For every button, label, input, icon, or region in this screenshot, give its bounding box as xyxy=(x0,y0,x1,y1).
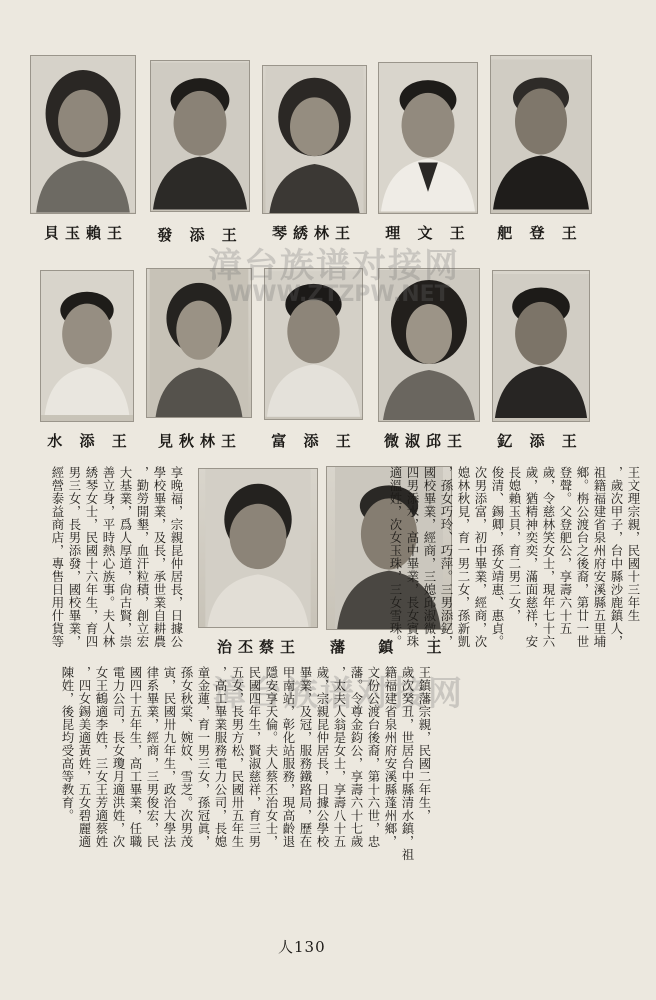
text-column: 童金蓮，育一男三女，孫冠眞， xyxy=(196,666,211,848)
text-column: 甲南站，彰化站服務，現高齡退 xyxy=(281,666,296,848)
portrait-photo xyxy=(262,65,367,214)
text-column: 登聲。父登舥公，享壽六十五 xyxy=(558,466,573,635)
portrait-man-icon xyxy=(491,56,591,213)
portrait-photo xyxy=(150,60,250,212)
text-column: 長媳賴玉貝，育二男二女， xyxy=(507,466,522,622)
watermark-text: 漳台族谱对接网 xyxy=(208,246,460,286)
portrait-photo xyxy=(30,55,136,214)
portrait-man-icon xyxy=(379,63,477,213)
photo-caption: 微淑邱王 xyxy=(383,432,468,450)
text-column: 歲次癸丑，世居台中縣清水鎮，祖 xyxy=(400,666,415,861)
text-column: 綉琴女士，民國十六年生，育四 xyxy=(84,466,99,648)
photo-caption: 見秋林王 xyxy=(157,432,242,450)
text-column: 隱安享天倫。夫人蔡丕治女士， xyxy=(264,666,279,848)
photo-caption: 富 添 王 xyxy=(271,432,357,450)
text-column: ，孫女巧玲、巧萍。三男添釔， xyxy=(439,466,454,648)
text-column: 四男添水，高中畢業，長女賓珠 xyxy=(405,466,420,648)
watermark-text: 漳台族谱对接网 xyxy=(212,674,464,714)
portrait-photo xyxy=(378,62,478,214)
text-column: 王鎮藩宗親，民國二年生， xyxy=(417,666,432,822)
text-column: 女王鶴適李姓，三女王芳適蔡姓 xyxy=(94,666,109,848)
text-column: 祖籍福建省泉州府安溪縣五里埔 xyxy=(592,466,607,648)
portrait-woman-icon xyxy=(31,56,135,213)
text-column: ，歲次甲子，台中縣沙鹿鎮人， xyxy=(609,466,624,648)
portrait-man-icon xyxy=(151,61,249,211)
text-column: 歲，猶精神奕奕，滿面慈祥，安 xyxy=(524,466,539,648)
text-column: ，勤勞開墾，血汗粒積，創立宏 xyxy=(135,466,150,648)
text-column: 俊清、錫卿，孫女靖惠、惠貞。 xyxy=(490,466,505,648)
text-column: 善立身，平時熱心族事。夫人林 xyxy=(101,466,116,648)
photo-caption: 舥 登 王 xyxy=(497,224,583,242)
photo-caption: 釔 添 王 xyxy=(497,432,583,450)
text-column: 適溫姓，次女玉珠，三女雪珠。 xyxy=(388,466,403,648)
portrait-man-icon xyxy=(493,271,589,421)
text-column: 學校畢業，及長，承世業自耕農 xyxy=(152,466,167,648)
photo-caption: 藩 鎮 王 xyxy=(330,638,456,656)
text-column: 籍福建省泉州府安溪縣蓬州鄉， xyxy=(383,666,398,848)
photo-caption: 水 添 王 xyxy=(47,432,133,450)
text-column: 媳林秋見，育一男二女，孫新凱 xyxy=(456,466,471,648)
text-column: ，高工畢業服務電力公司，長媳 xyxy=(213,666,228,848)
text-column: 電力公司，長女瓊月適洪姓，次 xyxy=(111,666,126,848)
portrait-woman-icon xyxy=(199,469,317,627)
text-column: 國四十五年生，高工畢業，任職 xyxy=(128,666,143,848)
text-column: ，四女錫美適黃姓，五女碧麗適 xyxy=(77,666,92,848)
text-column: 歲，宗親昆仲居長，日據公學校 xyxy=(315,666,330,848)
photo-caption: 發 添 王 xyxy=(157,226,243,244)
portrait-woman-icon xyxy=(263,66,366,213)
text-column: 民國四年生，賢淑慈祥，育三男 xyxy=(247,666,262,848)
text-column: 經營泰益商店，專售日用什貨等 xyxy=(50,466,65,648)
photo-caption: 琴綉林王 xyxy=(271,224,356,242)
text-column: 國校畢業，經商，三媳邱淑微， xyxy=(422,466,437,648)
text-column: 寅，民國卅九年生，政治大學法 xyxy=(162,666,177,848)
text-column: 陳姓，後昆均受高等教育。 xyxy=(60,666,75,822)
text-column: 王文理宗親，民國十三年生 xyxy=(626,466,641,622)
photo-caption: 治丕蔡王 xyxy=(216,638,301,656)
text-column: 五女，長男方松，民國卅五年生 xyxy=(230,666,245,848)
portrait-man-icon xyxy=(41,271,133,421)
text-column: 律系畢業，經商，三男俊宏，民 xyxy=(145,666,160,848)
text-column: 歲，令慈林笑女士，現年七十六 xyxy=(541,466,556,648)
portrait-photo xyxy=(40,270,134,422)
page-number: 人130 xyxy=(278,938,326,956)
watermark-url: WWW.ZTZPW.NET xyxy=(228,282,450,307)
portrait-photo xyxy=(490,55,592,214)
photo-caption: 理 文 王 xyxy=(385,224,471,242)
portrait-photo xyxy=(198,468,318,628)
photo-caption: 貝玉賴王 xyxy=(43,224,128,242)
text-column: 次男添富，初中畢業，經商，次 xyxy=(473,466,488,648)
text-column: 畢業，及冠，服務鐵路局，歷在 xyxy=(298,666,313,848)
text-column: 大基業，爲人厚道，尙古賢，崇 xyxy=(118,466,133,648)
text-column: 孫女秋棠、婉妏、雪芝。次男茂 xyxy=(179,666,194,848)
text-column: 文份公渡台後裔，第十六世，忠 xyxy=(366,666,381,848)
text-column: 男三女，長男添發，國校畢業， xyxy=(67,466,82,648)
text-column: ，太夫人翁是女士，享壽八十五 xyxy=(332,666,347,848)
text-column: 鄉。栴公渡台之後裔，第廿一世 xyxy=(575,466,590,648)
portrait-photo xyxy=(492,270,590,422)
text-column: 享晚福，宗親昆仲居長，日據公 xyxy=(169,466,184,648)
text-column: 藩。令尊金鈞公，享壽六十七歲 xyxy=(349,666,364,848)
